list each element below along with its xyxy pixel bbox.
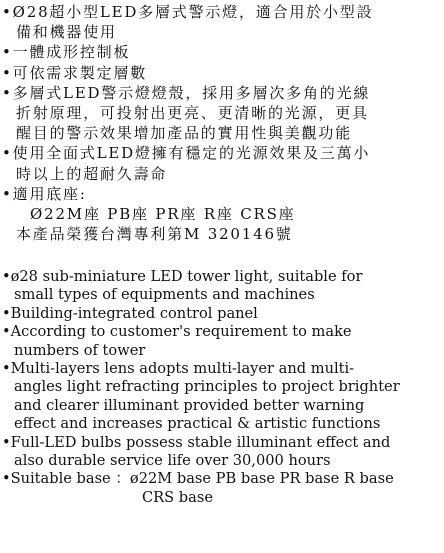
zh-line-10: •適用底座: <box>2 184 87 203</box>
en-line-9: effect and increases practical & artistic functions <box>14 415 381 433</box>
zh-patent-note: 本產品榮獲台灣專利第M 320146號 <box>16 225 293 244</box>
en-line-4: •According to customer's requirement to make <box>2 323 352 341</box>
zh-line-2: 備和機器使用 <box>16 23 117 42</box>
chinese-feature-list <box>2 2 440 244</box>
zh-base-list: Ø22M座 PB座 PR座 R座 CRS座 <box>30 205 296 224</box>
zh-line-6: 折射原理，可投射出更亮、更清晰的光源，更具 <box>16 104 369 123</box>
en-line-3: •Building-integrated control panel <box>2 304 258 322</box>
en-line-10: •Full-LED bulbs possess stable illuminant effect and <box>2 433 391 451</box>
zh-line-9: 時以上的超耐久壽命 <box>16 164 168 183</box>
zh-line-3: •一體成形控制板 <box>2 43 131 62</box>
zh-line-8: •使用全面式LED燈擁有穩定的光源效果及三萬小 <box>2 144 371 163</box>
zh-line-1: •Ø28超小型LED多層式警示燈，適合用於小型設 <box>2 3 374 21</box>
en-line-8: and clearer illuminant provided better warning <box>14 396 365 414</box>
zh-line-7: 醒目的警示效果增加產品的實用性與美觀功能 <box>16 124 353 143</box>
en-line-1: •ø28 sub-miniature LED tower light, suitable for <box>2 268 363 285</box>
en-line-12: •Suitable base ：ø22M base PB base PR base R base <box>2 470 394 488</box>
en-line-7: angles light refracting principles to project brighter <box>14 378 400 396</box>
en-line-6: •Multi-layers lens adopts multi-layer and multi- <box>2 360 355 378</box>
en-line-5: numbers of tower <box>14 341 146 359</box>
zh-line-4: •可依需求製定層數 <box>2 63 148 82</box>
english-feature-list <box>2 268 440 507</box>
en-line-13: CRS base <box>142 488 213 506</box>
zh-line-5: •多層式LED警示燈燈殼，採用多層次多角的光線 <box>2 83 371 102</box>
en-line-2: small types of equipments and machines <box>14 286 315 304</box>
en-line-11: also durable service life over 30,000 hours <box>14 452 331 470</box>
